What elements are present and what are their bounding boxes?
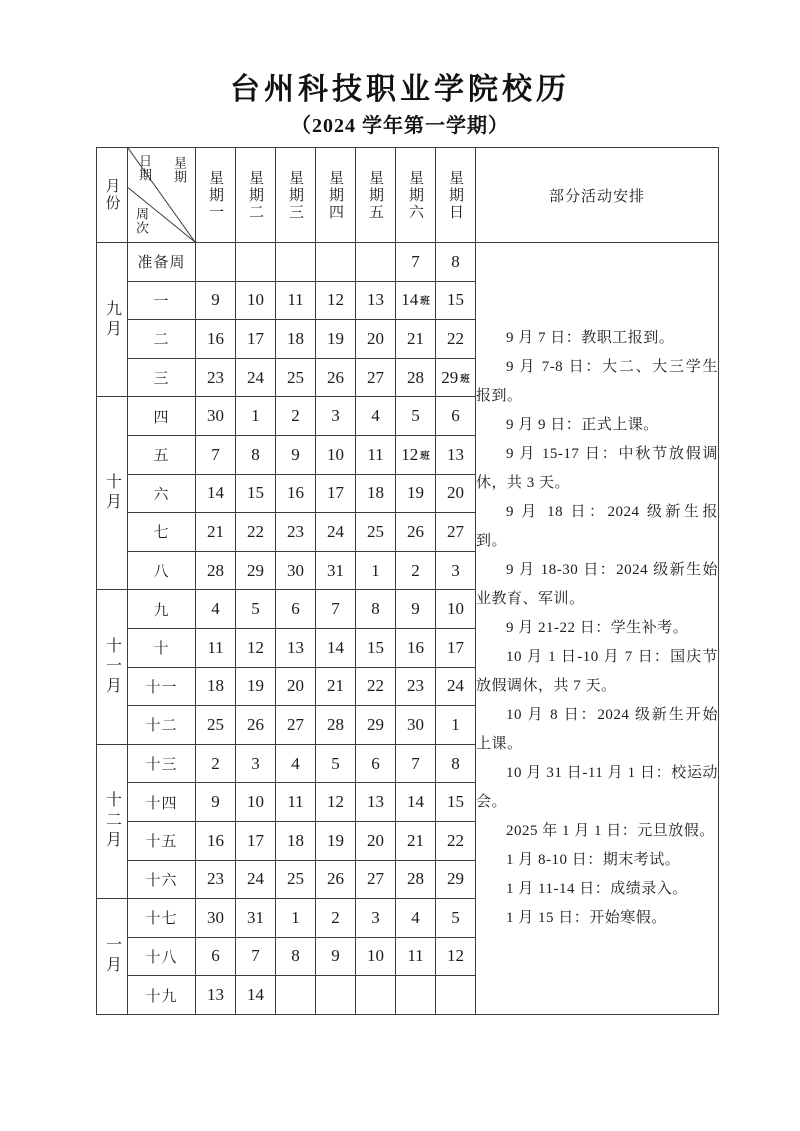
day-cell: 28	[396, 358, 436, 397]
activity-item: 9 月 7-8 日：大二、大三学生报到。	[476, 358, 718, 404]
day-cell: 22	[236, 513, 276, 552]
activity-item: 10 月 1 日-10 月 7 日：国庆节放假调休，共 7 天。	[476, 648, 718, 694]
day-cell: 9	[196, 783, 236, 822]
day-cell: 9	[276, 435, 316, 474]
day-cell: 11	[276, 281, 316, 320]
day-cell: 16	[196, 821, 236, 860]
day-cell: 13	[356, 281, 396, 320]
day-cell	[276, 243, 316, 282]
day-cell: 14 班	[396, 281, 436, 320]
day-cell	[196, 243, 236, 282]
day-cell: 30	[196, 899, 236, 938]
day-column-header: 星期四	[316, 148, 356, 243]
day-cell: 22	[436, 320, 476, 359]
day-cell: 27	[276, 706, 316, 745]
day-cell: 11	[396, 937, 436, 976]
activity-item: 9 月 9 日：正式上课。	[506, 416, 659, 433]
day-cell: 13	[356, 783, 396, 822]
day-cell: 9	[196, 281, 236, 320]
day-cell: 8	[236, 435, 276, 474]
day-cell: 3	[356, 899, 396, 938]
activity-item: 1 月 11-14 日：成绩录入。	[506, 880, 688, 897]
day-cell: 11	[276, 783, 316, 822]
day-cell: 15	[436, 783, 476, 822]
day-cell: 31	[316, 551, 356, 590]
day-cell: 26	[316, 358, 356, 397]
day-cell: 8	[436, 243, 476, 282]
week-label: 八	[128, 551, 196, 590]
day-cell	[356, 976, 396, 1015]
calendar-week-row	[97, 243, 719, 282]
month-label: 十二月	[97, 744, 128, 898]
week-label: 二	[128, 320, 196, 359]
day-cell: 8	[436, 744, 476, 783]
week-label: 十五	[128, 821, 196, 860]
activity-item: 9 月 18 日：2024 级新生报到。	[476, 503, 718, 549]
day-cell: 17	[436, 628, 476, 667]
day-cell: 20	[356, 320, 396, 359]
makeup-class-marker: 班	[420, 451, 430, 462]
month-label: 九月	[97, 243, 128, 397]
day-column-header: 星期一	[196, 148, 236, 243]
day-cell: 29 班	[436, 358, 476, 397]
day-cell: 7	[196, 435, 236, 474]
day-cell: 18	[276, 821, 316, 860]
activity-item: 9 月 21-22 日：学生补考。	[506, 619, 689, 636]
day-column-header: 星期五	[356, 148, 396, 243]
day-cell: 26	[316, 860, 356, 899]
day-cell: 18	[356, 474, 396, 513]
day-cell: 10	[236, 281, 276, 320]
day-cell: 28	[396, 860, 436, 899]
day-column-header: 星期三	[276, 148, 316, 243]
day-cell: 24	[236, 860, 276, 899]
day-cell: 4	[396, 899, 436, 938]
day-cell: 5	[316, 744, 356, 783]
week-label: 六	[128, 474, 196, 513]
day-cell: 24	[316, 513, 356, 552]
day-cell: 21	[316, 667, 356, 706]
day-cell: 2	[316, 899, 356, 938]
day-cell: 5	[396, 397, 436, 436]
day-cell: 25	[276, 358, 316, 397]
day-cell: 9	[316, 937, 356, 976]
day-cell: 12	[436, 937, 476, 976]
day-cell: 13	[196, 976, 236, 1015]
activity-item: 1 月 15 日：开始寒假。	[506, 909, 667, 926]
day-cell: 14	[316, 628, 356, 667]
day-cell: 21	[196, 513, 236, 552]
page-subtitle: （2024 学年第一学期）	[291, 115, 509, 137]
day-cell: 1	[436, 706, 476, 745]
day-cell: 15	[356, 628, 396, 667]
day-cell: 16	[276, 474, 316, 513]
activity-item: 10 月 31 日-11 月 1 日：校运动会。	[476, 764, 718, 810]
week-label: 十二	[128, 706, 196, 745]
day-cell: 14	[396, 783, 436, 822]
day-cell: 4	[196, 590, 236, 629]
day-cell: 19	[316, 821, 356, 860]
day-cell: 22	[356, 667, 396, 706]
day-cell: 8	[276, 937, 316, 976]
day-cell: 16	[196, 320, 236, 359]
day-cell	[236, 243, 276, 282]
activity-item: 10 月 8 日：2024 级新生开始上课。	[476, 706, 718, 752]
day-cell: 20	[276, 667, 316, 706]
month-label: 一月	[97, 899, 128, 1015]
day-cell: 30	[196, 397, 236, 436]
day-cell: 20	[436, 474, 476, 513]
day-cell: 24	[436, 667, 476, 706]
day-cell: 4	[276, 744, 316, 783]
month-column-header: 月份	[97, 148, 128, 243]
day-cell: 12 班	[396, 435, 436, 474]
calendar-table	[96, 147, 719, 1015]
day-cell: 6	[196, 937, 236, 976]
day-cell: 23	[196, 860, 236, 899]
activities-cell	[476, 243, 719, 1015]
day-cell: 3	[316, 397, 356, 436]
day-cell: 28	[316, 706, 356, 745]
day-cell: 6	[276, 590, 316, 629]
day-cell: 12	[316, 281, 356, 320]
day-cell: 13	[276, 628, 316, 667]
day-cell: 19	[236, 667, 276, 706]
makeup-class-marker: 班	[420, 297, 430, 308]
day-cell	[436, 976, 476, 1015]
day-cell: 12	[316, 783, 356, 822]
day-cell: 10	[236, 783, 276, 822]
day-cell: 13	[436, 435, 476, 474]
week-label: 十	[128, 628, 196, 667]
day-cell: 26	[396, 513, 436, 552]
day-cell: 27	[356, 860, 396, 899]
week-label: 十四	[128, 783, 196, 822]
day-cell: 26	[236, 706, 276, 745]
day-cell: 6	[356, 744, 396, 783]
day-cell: 25	[276, 860, 316, 899]
week-label: 准备周	[128, 243, 196, 282]
day-cell: 2	[276, 397, 316, 436]
activity-item: 2025 年 1 月 1 日：元旦放假。	[506, 822, 715, 839]
day-cell: 1	[236, 397, 276, 436]
day-cell: 9	[396, 590, 436, 629]
day-cell: 21	[396, 821, 436, 860]
day-cell: 27	[436, 513, 476, 552]
week-label: 三	[128, 358, 196, 397]
day-cell: 16	[396, 628, 436, 667]
day-column-header: 星期六	[396, 148, 436, 243]
week-label: 十八	[128, 937, 196, 976]
week-label: 五	[128, 435, 196, 474]
page-title: 台州科技职业学院校历	[230, 73, 570, 106]
activity-item: 1 月 8-10 日：期末考试。	[506, 851, 681, 868]
day-cell: 2	[396, 551, 436, 590]
day-cell	[396, 976, 436, 1015]
day-cell: 7	[396, 243, 436, 282]
day-cell: 21	[396, 320, 436, 359]
day-cell: 22	[436, 821, 476, 860]
month-label: 十月	[97, 397, 128, 590]
week-label: 七	[128, 513, 196, 552]
day-cell: 6	[436, 397, 476, 436]
day-cell: 8	[356, 590, 396, 629]
day-cell: 24	[236, 358, 276, 397]
day-cell: 11	[356, 435, 396, 474]
day-cell: 25	[356, 513, 396, 552]
week-label: 四	[128, 397, 196, 436]
day-cell: 27	[356, 358, 396, 397]
day-cell: 15	[436, 281, 476, 320]
week-label: 十九	[128, 976, 196, 1015]
day-cell: 23	[276, 513, 316, 552]
day-cell: 10	[356, 937, 396, 976]
day-cell: 7	[236, 937, 276, 976]
day-cell: 12	[236, 628, 276, 667]
day-cell: 28	[196, 551, 236, 590]
makeup-class-marker: 班	[460, 374, 470, 385]
corner-weekday-label: 星期	[172, 156, 187, 184]
day-cell: 11	[196, 628, 236, 667]
day-cell: 18	[276, 320, 316, 359]
activity-item: 9 月 18-30 日：2024 级新生始业教育、军训。	[476, 561, 718, 607]
day-cell: 10	[316, 435, 356, 474]
week-label: 一	[128, 281, 196, 320]
day-cell: 4	[356, 397, 396, 436]
month-label: 十一月	[97, 590, 128, 744]
day-cell	[316, 976, 356, 1015]
day-cell: 14	[236, 976, 276, 1015]
day-cell: 7	[316, 590, 356, 629]
day-cell: 15	[236, 474, 276, 513]
day-cell: 3	[236, 744, 276, 783]
week-label: 九	[128, 590, 196, 629]
day-cell: 30	[396, 706, 436, 745]
day-cell: 18	[196, 667, 236, 706]
day-cell: 23	[196, 358, 236, 397]
day-cell: 10	[436, 590, 476, 629]
day-cell	[356, 243, 396, 282]
day-cell: 1	[356, 551, 396, 590]
day-cell: 31	[236, 899, 276, 938]
day-cell: 20	[356, 821, 396, 860]
day-cell: 25	[196, 706, 236, 745]
day-cell: 14	[196, 474, 236, 513]
day-cell: 5	[436, 899, 476, 938]
day-cell: 17	[316, 474, 356, 513]
day-cell: 2	[196, 744, 236, 783]
day-cell: 23	[396, 667, 436, 706]
day-cell	[316, 243, 356, 282]
day-cell: 19	[396, 474, 436, 513]
activities-header: 部分活动安排	[476, 148, 719, 243]
week-label: 十六	[128, 860, 196, 899]
day-cell: 29	[436, 860, 476, 899]
week-label: 十三	[128, 744, 196, 783]
day-cell: 17	[236, 320, 276, 359]
activity-item: 9 月 15-17 日：中秋节放假调休，共 3 天。	[476, 445, 718, 491]
day-cell: 19	[316, 320, 356, 359]
week-label: 十七	[128, 899, 196, 938]
activity-item: 9 月 7 日：教职工报到。	[506, 329, 675, 346]
day-column-header: 星期二	[236, 148, 276, 243]
corner-date-label: 日期	[136, 154, 152, 182]
day-cell: 1	[276, 899, 316, 938]
day-cell: 7	[396, 744, 436, 783]
day-cell	[276, 976, 316, 1015]
day-cell: 29	[236, 551, 276, 590]
day-cell: 30	[276, 551, 316, 590]
corner-cell	[128, 148, 196, 243]
day-column-header: 星期日	[436, 148, 476, 243]
corner-week-label: 周次	[133, 207, 149, 235]
day-cell: 29	[356, 706, 396, 745]
day-cell: 3	[436, 551, 476, 590]
day-cell: 5	[236, 590, 276, 629]
day-cell: 17	[236, 821, 276, 860]
week-label: 十一	[128, 667, 196, 706]
